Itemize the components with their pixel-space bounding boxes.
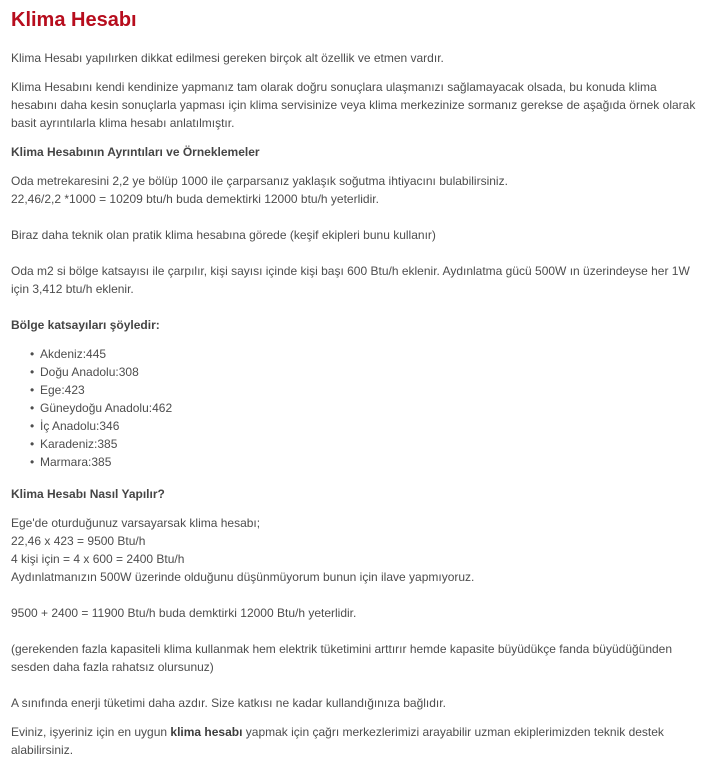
formula-line-2: 22,46/2,2 *1000 = 10209 btu/h buda demektirki 12000 btu/h yeterlidir. bbox=[11, 192, 379, 206]
bullet-icon: • bbox=[30, 419, 35, 433]
bullet-icon: • bbox=[30, 365, 35, 379]
region-list bbox=[11, 345, 706, 471]
bullet-icon: • bbox=[30, 437, 35, 451]
bullet-icon: • bbox=[30, 347, 35, 361]
example-line-6: (gerekenden fazla kapasiteli klima kullanmak hem elektrik tüketimini arttırır hemde kapasite büyüdükçe fanda büyüdüğünden sesden daha fazla rahatsız olursunuz) bbox=[11, 642, 673, 674]
list-item: • İç Anadolu:346 bbox=[30, 419, 120, 433]
page-title: Klima Hesabı bbox=[11, 9, 137, 31]
bullet-icon: • bbox=[30, 383, 35, 397]
spacer bbox=[11, 622, 706, 640]
technical-intro-line: Biraz daha teknik olan pratik klima hesabına görede (keşif ekipleri bunu kullanır) bbox=[11, 228, 436, 242]
example-line-2: 22,46 x 423 = 9500 Btu/h bbox=[11, 534, 146, 548]
example-line-5: 9500 + 2400 = 11900 Btu/h buda demktirki 12000 Btu/h yeterlidir. bbox=[11, 606, 357, 620]
example-line-4: Aydınlatmanızın 500W üzerinde olduğunu düşünmüyorum bunun için ilave yapmıyoruz. bbox=[11, 570, 475, 584]
list-item: • Akdeniz:445 bbox=[30, 347, 107, 361]
spacer bbox=[11, 586, 706, 604]
list-item: • Doğu Anadolu:308 bbox=[30, 365, 139, 379]
example-paragraph bbox=[11, 514, 706, 676]
list-item: • Ege:423 bbox=[30, 383, 85, 397]
bullet-icon: • bbox=[30, 401, 35, 415]
technical-formula-line: Oda m2 si bölge katsayısı ile çarpılır, kişi sayısı içinde kişi başı 600 Btu/h eklenir. Aydınlatma gücü 500W ın üzerindeyse her 1W için 3,412 btu/h eklenir. bbox=[11, 264, 690, 296]
closing-keyword: klima hesabı bbox=[170, 725, 243, 739]
intro-paragraph: Klima Hesabı yapılırken dikkat edilmesi gereken birçok alt özellik ve etmen vardır. bbox=[11, 51, 444, 65]
list-item: • Marmara:385 bbox=[30, 455, 112, 469]
bullet-icon: • bbox=[30, 455, 35, 469]
closing-paragraph: Eviniz, işyeriniz için en uygun klima hesabı yapmak için çağrı merkezlerimizi arayabilir uzman ekiplerimizden teknik destek alabilirsiniz. bbox=[11, 725, 664, 757]
how-to-heading: Klima Hesabı Nasıl Yapılır? bbox=[11, 487, 165, 501]
spacer bbox=[11, 244, 706, 262]
regions-heading: Bölge katsayıları şöyledir: bbox=[11, 318, 160, 332]
example-line-3: 4 kişi için = 4 x 600 = 2400 Btu/h bbox=[11, 552, 185, 566]
formula-line-1: Oda metrekaresini 2,2 ye bölüp 1000 ile çarparsanız yaklaşık soğutma ihtiyacını bulabilirsiniz. bbox=[11, 174, 508, 188]
energy-note: A sınıfında enerji tüketimi daha azdır. Size katkısı ne kadar kullandığınıza bağlıdır. bbox=[11, 696, 446, 710]
list-item: • Karadeniz:385 bbox=[30, 437, 118, 451]
list-item: • Güneydoğu Anadolu:462 bbox=[30, 401, 173, 415]
details-heading: Klima Hesabının Ayrıntıları ve Örneklemeler bbox=[11, 145, 260, 159]
spacer bbox=[11, 208, 706, 226]
example-line-1: Ege'de oturduğunuz varsayarsak klima hesabı; bbox=[11, 516, 261, 530]
description-paragraph: Klima Hesabını kendi kendinize yapmanız tam olarak doğru sonuçlara ulaşmanızı sağlamayacak olsada, bu konuda klima hesabını daha kesin sonuçlarla yapması için klima servisinize veya klima merkezinize sormanız gerekse de aşağıda örnek olarak basit ayrıntılarla klima hesabı anlatılmıştır. bbox=[11, 80, 696, 130]
formula-paragraph bbox=[11, 172, 706, 298]
